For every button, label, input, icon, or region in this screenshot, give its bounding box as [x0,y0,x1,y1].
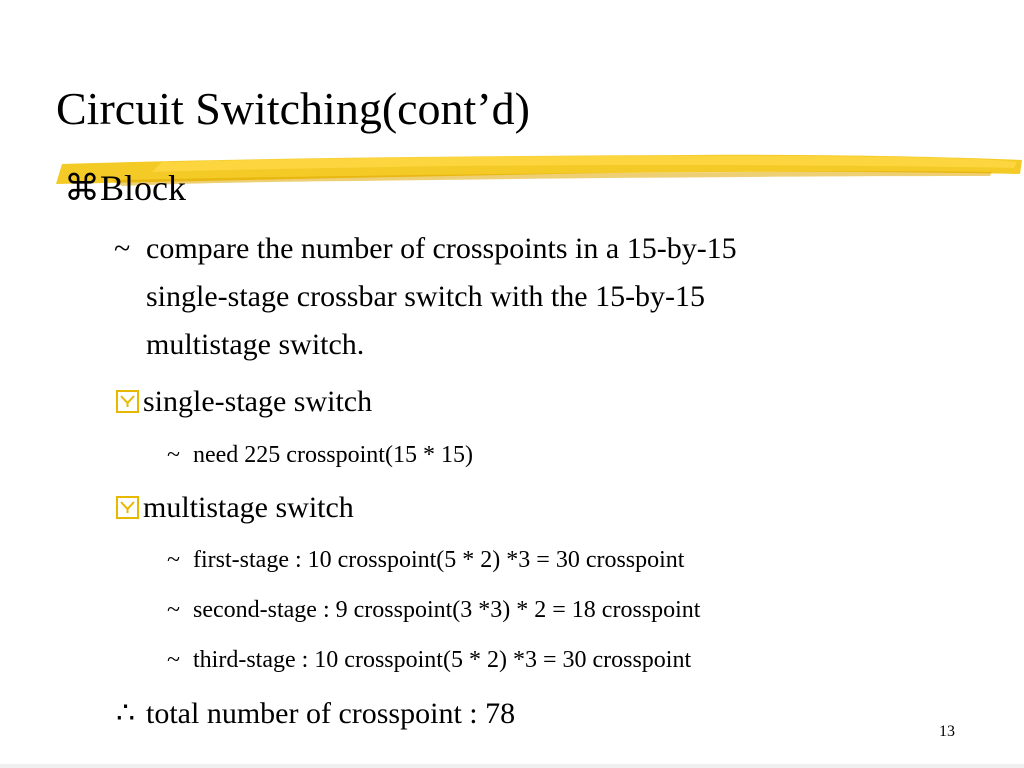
bullet-block-text: Block [100,168,186,208]
detail-single-stage-text: need 225 crosspoint(15 * 15) [193,442,473,468]
therefore-icon: ∴ [116,697,136,730]
bullet-compare-line2: single-stage crossbar switch with the 15-by-15 [146,280,706,313]
bullet-multistage [116,493,354,523]
bullet-block [64,170,186,206]
highlighter-stroke [52,146,1024,192]
tilde-marker: ~ [167,647,180,673]
bottom-divider [0,764,1024,768]
detail-first-stage [167,548,684,572]
bullet-total [116,699,515,729]
detail-third-stage [167,648,691,672]
tilde-marker: ~ [167,597,180,623]
bullet-total-text: total number of crosspoint : 78 [146,697,516,730]
page-number: 13 [939,723,955,740]
detail-first-stage-text: first-stage : 10 crosspoint(5 * 2) *3 = 30 crosspoint [193,547,685,573]
detail-second-stage-text: second-stage : 9 crosspoint(3 *3) * 2 = 18 crosspoint [193,597,701,623]
tilde-marker: ~ [167,547,180,573]
bullet-multistage-text: multistage switch [143,491,354,524]
tilde-marker: ~ [167,442,180,468]
y-box-icon [116,390,139,413]
command-key-icon: ⌘ [64,168,100,208]
tilde-marker: ~ [114,232,131,265]
bullet-single-stage [116,387,372,417]
detail-third-stage-text: third-stage : 10 crosspoint(5 * 2) *3 = 30 crosspoint [193,647,692,673]
y-box-icon [116,496,139,519]
detail-second-stage [167,598,700,622]
slide-title: Circuit Switching(cont’d) [56,83,530,134]
bullet-single-stage-text: single-stage switch [143,385,373,418]
bullet-compare-line1: compare the number of crosspoints in a 15-by-15 [146,232,737,265]
bullet-compare-line3: multistage switch. [146,328,365,361]
bullet-compare [114,234,737,264]
detail-single-stage [167,443,473,467]
